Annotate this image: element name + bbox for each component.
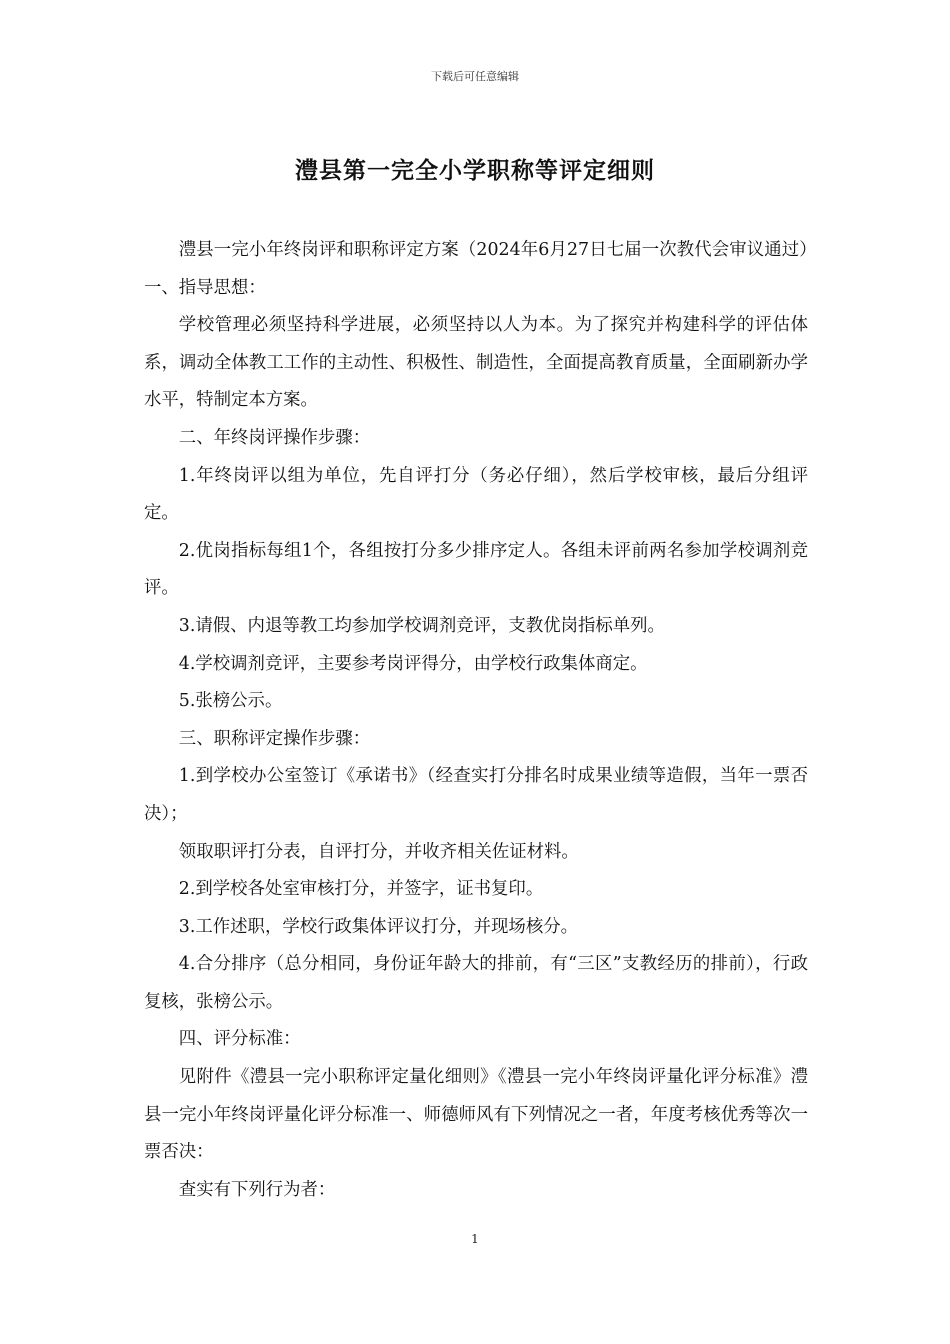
paragraph-attachments: 见附件《澧县一完小职称评定量化细则》《澧县一完小年终岗评量化评分标准》澧县一完小年终岗评量化评分标准一、师德师风有下列情况之一者，年度考核优秀等次一票否决： bbox=[144, 1067, 808, 1163]
document-body bbox=[144, 232, 808, 1209]
list-item: 2.到学校各处室审核打分，并签字，证书复印。 bbox=[178, 879, 544, 900]
list-item: 5.张榜公示。 bbox=[178, 691, 283, 712]
list-item: 领取职评打分表，自评打分，并收齐相关佐证材料。 bbox=[178, 841, 579, 862]
header-note: 下载后可任意编辑 bbox=[431, 70, 519, 83]
page-number: 1 bbox=[471, 1232, 479, 1246]
list-item: 2.优岗指标每组1个，各组按打分多少排序定人。各组未评前两名参加学校调剂竞评。 bbox=[144, 540, 808, 599]
paragraph-intro: 澧县一完小年终岗评和职称评定方案（2024年6月27日七届一次教代会审议通过）一、指导思想： bbox=[144, 240, 808, 298]
document-title: 澧县第一完全小学职称等评定细则 bbox=[295, 158, 655, 184]
list-item: 4.学校调剂竞评，主要参考岗评得分，由学校行政集体商定。 bbox=[178, 653, 648, 674]
section-heading-title-evaluation: 三、职称评定操作步骤： bbox=[178, 728, 371, 749]
section-heading-scoring-standards: 四、评分标准： bbox=[178, 1029, 301, 1050]
paragraph-guiding-idea: 学校管理必须坚持科学进展，必须坚持以人为本。为了探究并构建科学的评估体系，调动全体教工工作的主动性、积极性、制造性，全面提高教育质量，全面刷新办学水平，特制定本方案。 bbox=[144, 315, 808, 411]
list-item: 1.年终岗评以组为单位，先自评打分（务必仔细），然后学校审核，最后分组评定。 bbox=[144, 465, 808, 524]
list-item: 4.合分排序（总分相同，身份证年龄大的排前，有“三区”支教经历的排前），行政复核，张榜公示。 bbox=[144, 954, 808, 1012]
list-item: 1.到学校办公室签订《承诺书》（经查实打分排名时成果业绩等造假，当年一票否决）； bbox=[144, 766, 808, 824]
section-heading-annual-review: 二、年终岗评操作步骤： bbox=[178, 427, 371, 448]
list-item: 3.请假、内退等教工均参加学校调剂竞评，支教优岗指标单列。 bbox=[178, 615, 665, 636]
paragraph-verified-behaviors: 查实有下列行为者： bbox=[178, 1179, 336, 1200]
list-item: 3.工作述职，学校行政集体评议打分，并现场核分。 bbox=[178, 916, 578, 937]
